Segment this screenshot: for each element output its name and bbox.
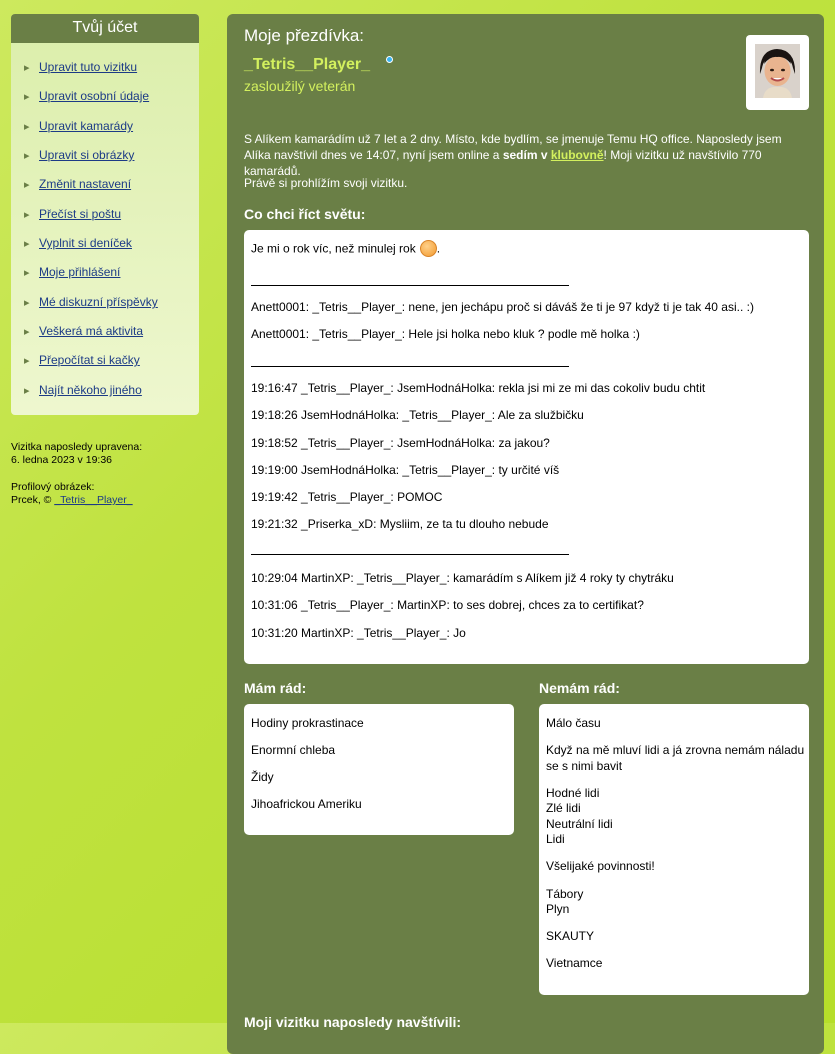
sidebar-item-find[interactable]: ▸ Najít někoho jiného [24,383,142,397]
sidebar-item-ducks[interactable]: ▸ Přepočítat si kačky [24,353,140,367]
message-line: 10:31:20 MartinXP: _Tetris__Player_: Jo [251,626,466,640]
avatar[interactable] [746,35,809,110]
profile-intro: S Alíkem kamarádím už 7 let a 2 dny. Místo, kde bydlím, se jmenuje Temu HQ office. Naposledy jsem Alíka navštívil dnes ve 14:07, nyní jsem online a sedím v klubovně! Moji vizitku už navštívilo 770 kamarádů. [244,132,782,178]
message-line: 19:19:42 _Tetris__Player_: POMOC [251,490,443,504]
message-box [244,230,809,664]
dislike-item: Všelijaké povinnosti! [546,859,655,873]
message-line: 19:18:52 _Tetris__Player_: JsemHodnáHolka: za jakou? [251,436,550,450]
visitors-title: Moji vizitku naposledy navštívili: [244,1014,462,1030]
message-line: Anett0001: _Tetris__Player_: nene, jen jechápu proč si dáváš že ti je 97 když ti je tak 40 asi.. :) [251,300,754,314]
message-line: Anett0001: _Tetris__Player_: Hele jsi holka nebo kluk ? podle mě holka :) [251,327,640,341]
viewing-note: Právě si prohlížím svoji vizitku. [244,176,408,190]
dislike-item: Plyn [546,902,570,916]
dislike-item: Zlé lidi [546,801,581,815]
message-line: 10:31:06 _Tetris__Player_: MartinXP: to ses dobrej, chces za to certifikat? [251,598,644,612]
arrow-icon: ▸ [24,267,30,279]
dislike-item: Tábory [546,887,584,901]
divider [251,285,569,286]
like-item: Enormní chleba [251,743,336,757]
dislike-item: se s nimi bavit [546,759,623,773]
dislike-item: Když na mě mluví lidi a já zrovna nemám náladu [546,743,805,757]
arrow-icon: ▸ [24,62,30,74]
dislikes-title: Nemám rád: [539,680,620,696]
arrow-icon: ▸ [24,238,30,250]
online-status-icon [386,56,393,63]
dislike-item: Málo času [546,716,601,730]
clubroom-link[interactable]: klubovně [550,148,604,162]
card-updated-info [11,441,142,467]
arrow-icon: ▸ [24,179,30,191]
arrow-icon: ▸ [24,326,30,338]
arrow-icon: ▸ [24,121,30,133]
dislike-item: SKAUTY [546,929,595,943]
dislike-item: Hodné lidi [546,786,600,800]
arrow-icon: ▸ [24,150,30,162]
sidebar-item-edit-personal[interactable]: ▸ Upravit osobní údaje [24,89,150,103]
message-line: 19:18:26 JsemHodnáHolka: _Tetris__Player_: Ale za službičku [251,408,584,422]
sidebar-item-edit-card[interactable]: ▸ Upravit tuto vizitku [24,60,138,74]
sidebar-title: Tvůj účet [11,14,199,43]
message-line: 19:16:47 _Tetris__Player_: JsemHodnáHolka: rekla jsi mi ze mi das cokoliv budu chtit [251,381,706,395]
arrow-icon: ▸ [24,91,30,103]
dislike-item: Vietnamce [546,956,603,970]
divider [251,554,569,555]
wink-smiley-icon [420,240,437,257]
like-item: Hodiny prokrastinace [251,716,364,730]
like-item: Jihoafrickou Ameriku [251,797,362,811]
sidebar-item-mail[interactable]: ▸ Přečíst si poštu [24,207,122,221]
like-item: Židy [251,770,274,784]
sidebar-item-edit-friends[interactable]: ▸ Upravit kamarády [24,119,134,133]
dislike-item: Neutrální lidi [546,817,613,831]
avatar-photo [755,44,800,98]
user-rank: zasloužilý veterán [244,78,356,94]
arrow-icon: ▸ [24,355,30,367]
card-updated-value: 6. ledna 2023 v 19:36 [11,454,113,466]
sidebar-item-edit-pictures[interactable]: ▸ Upravit si obrázky [24,148,135,162]
sidebar-item-settings[interactable]: ▸ Změnit nastavení [24,177,132,191]
nickname-heading: Moje přezdívka: [244,26,364,45]
message-line: 19:21:32 _Priserka_xD: Mysliim, ze ta tu dlouho nebude [251,517,549,531]
divider [251,366,569,367]
dislikes-box [539,704,809,995]
arrow-icon: ▸ [24,209,30,221]
message-first-line: Je mi o rok víc, než minulej rok . [251,241,441,256]
profile-picture-info [11,481,133,507]
arrow-icon: ▸ [24,385,30,397]
profile-panel [227,14,824,1054]
sidebar-item-diary[interactable]: ▸ Vyplnit si deníček [24,236,132,250]
sidebar-item-logins[interactable]: ▸ Moje přihlášení [24,265,121,279]
card-updated-label: Vizitka naposledy upravena: [11,441,143,453]
sidebar-item-posts[interactable]: ▸ Mé diskuzní příspěvky [24,295,158,309]
nickname: _Tetris__Player_ [244,56,371,73]
likes-title: Mám rád: [244,680,307,696]
message-title: Co chci říct světu: [244,206,366,222]
profile-picture-label: Profilový obrázek: [11,481,95,493]
message-line: 19:19:00 JsemHodnáHolka: _Tetris__Player_: ty určité víš [251,463,560,477]
arrow-icon: ▸ [24,297,30,309]
likes-box [244,704,514,835]
dislike-item: Lidi [546,832,565,846]
message-line: 10:29:04 MartinXP: _Tetris__Player_: kamarádím s Alíkem již 4 roky ty chytráku [251,571,674,585]
account-sidebar [11,14,199,415]
sidebar-item-activity[interactable]: ▸ Veškerá má aktivita [24,324,144,338]
profile-picture-author-link[interactable]: _Tetris__Player_ [54,494,133,506]
profile-picture-credit: Prcek, © _Tetris__Player_ [11,494,133,506]
